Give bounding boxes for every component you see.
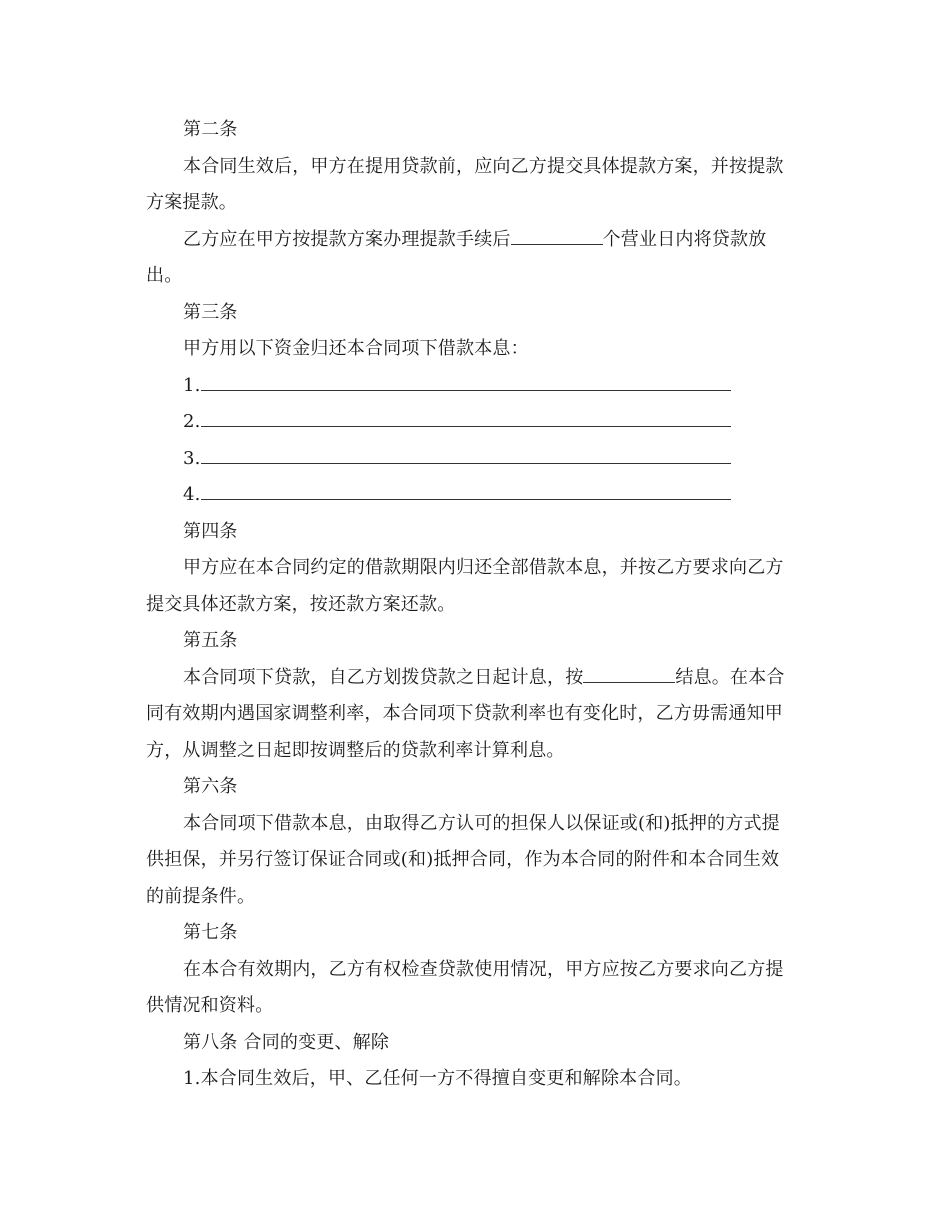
article-6-line-3: 的前提条件。 bbox=[146, 885, 256, 907]
repayment-source-number: 3. bbox=[183, 447, 201, 469]
article-3-intro: 甲方用以下资金归还本合同项下借款本息： bbox=[183, 338, 529, 359]
article-2-paragraph-1-line-1: 本合同生效后，甲方在提用贷款前，应向乙方提交具体提款方案，并按提款 bbox=[183, 155, 784, 177]
article-7-line-1: 在本合有效期内，乙方有权检查贷款使用情况，甲方应按乙方要求向乙方提 bbox=[183, 958, 784, 980]
repayment-source-item bbox=[146, 404, 806, 441]
article-2-paragraph-2-line-1 bbox=[146, 222, 806, 259]
document-body bbox=[146, 112, 806, 1098]
article-7-title: 第七条 bbox=[183, 922, 238, 943]
article-5-line-3: 方，从调整之日起即按调整后的贷款利率计算利息。 bbox=[146, 739, 565, 761]
repayment-source-number: 1. bbox=[183, 374, 201, 396]
repayment-source-item bbox=[146, 441, 806, 478]
article-4-line-1: 甲方应在本合同约定的借款期限内归还全部借款本息，并按乙方要求向乙方 bbox=[183, 557, 784, 578]
repayment-source-number: 2. bbox=[183, 411, 201, 432]
repayment-source-blank bbox=[201, 406, 731, 427]
repayment-source-blank bbox=[201, 479, 731, 500]
article-6-line-1: 本合同项下借款本息，由取得乙方认可的担保人以保证或(和)抵押的方式提 bbox=[183, 812, 780, 834]
article-5-title: 第五条 bbox=[183, 630, 238, 651]
repayment-source-number: 4. bbox=[183, 484, 201, 505]
article-2-paragraph-1-line-2: 方案提款。 bbox=[146, 192, 237, 213]
repayment-source-item bbox=[146, 477, 806, 514]
repayment-source-item bbox=[146, 368, 806, 405]
article-8-item-1: 1.本合同生效后，甲、乙任何一方不得擅自变更和解除本合同。 bbox=[183, 1068, 692, 1089]
interest-settlement-blank bbox=[583, 662, 675, 683]
article-4-line-2: 提交具体还款方案，按还款方案还款。 bbox=[146, 593, 456, 615]
article-7-line-2: 供情况和资料。 bbox=[146, 995, 274, 1016]
article-2-paragraph-2-line-2: 出。 bbox=[146, 265, 183, 286]
repayment-source-blank bbox=[201, 443, 731, 464]
article-5-text-b: 结息。在本合 bbox=[675, 666, 785, 688]
article-3-title: 第三条 bbox=[183, 301, 238, 323]
article-5-line-2: 同有效期内遇国家调整利率，本合同项下贷款利率也有变化时，乙方毋需通知甲 bbox=[146, 703, 783, 724]
business-days-blank bbox=[511, 224, 603, 245]
article-6-line-2: 供担保，并另行签订保证合同或(和)抵押合同，作为本合同的附件和本合同生效 bbox=[146, 849, 780, 870]
repayment-source-blank bbox=[201, 370, 731, 391]
article-6-title: 第六条 bbox=[183, 776, 238, 797]
article-2-paragraph-2-text-b: 个营业日内将贷款放 bbox=[602, 228, 767, 250]
article-2-paragraph-2-text-a: 乙方应在甲方按提款方案办理提款手续后 bbox=[183, 228, 511, 250]
article-2-title: 第二条 bbox=[183, 119, 238, 140]
article-5-line-1 bbox=[146, 660, 806, 697]
article-5-text-a: 本合同项下贷款，自乙方划拨贷款之日起计息，按 bbox=[183, 666, 584, 688]
article-8-title: 第八条 合同的变更、解除 bbox=[183, 1031, 390, 1053]
article-4-title: 第四条 bbox=[183, 520, 238, 542]
